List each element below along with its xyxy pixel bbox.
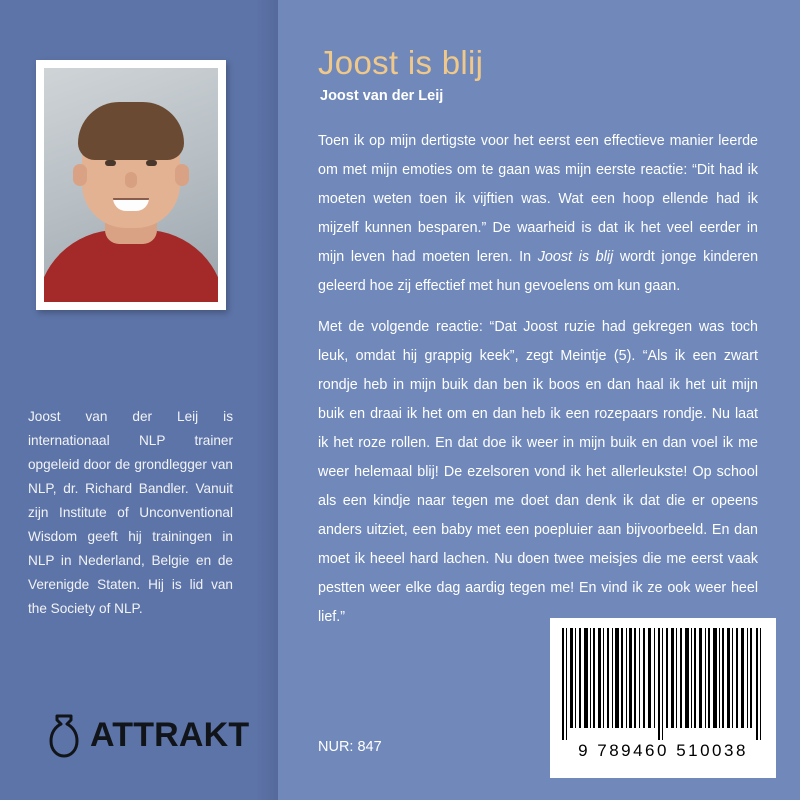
photo-ear-left [73, 164, 87, 186]
barcode [550, 618, 776, 778]
author-photo [44, 68, 218, 302]
photo-eyebrow-right [143, 152, 160, 156]
blurb-paragraph-1 [318, 127, 758, 301]
vase-icon [44, 712, 84, 758]
nur-code: NUR: 847 [318, 739, 382, 755]
publisher-logo [44, 712, 249, 758]
blurb-paragraph-2: Met de volgende reactie: “Dat Joost ruzie had gekregen was toch leuk, omdat hij grappig keek”, zegt Meintje (5). “Als ik een zwart rondje heb in mijn buik dan ben ik boos en dan haal ik het uit mijn buik en draai ik het om en dan heb ik een rozepaars rondje. Nu laat ik het roze rollen. En dat doe ik weer in mijn buik en dan voel ik me weer helemaal blij! De ezelsoren vond ik het allerleukste! Op school als een kindje naar tegen me doet dan denk ik dat die er opeens anders uitziet, een baby met een poepluier aan bijvoorbeeld. En dan moet ik heeel hard lachen. Nu doen twee meisjes die me eerst vaak pestten weer elke dag aardig tegen me! En vind ik ze ook weer heel lief.” [318, 319, 758, 625]
photo-eye-right [146, 160, 157, 166]
isbn-number: 9 789460 510038 [578, 741, 748, 760]
photo-hair [78, 102, 184, 160]
blurb-1-text-a: Toen ik op mijn dertigste voor het eerst een effectieve manier leerde om met mijn emoties om te gaan was mijn eerste reactie: “Dit had ik moeten weten toen ik vijftien was. Wat een hoop ellende had ik mijzelf kunnen besparen.” De waarheid is dat ik het veel eerder in mijn leven had moeten leren. In [318, 133, 758, 265]
photo-nose [125, 172, 137, 188]
blurb-1-text-b: wordt jonge kinderen geleerd hoe zij effectief met hun gevoelens om kun gaan. [318, 249, 759, 294]
photo-ear-right [175, 164, 189, 186]
book-title: Joost is blij [318, 44, 484, 81]
book-author: Joost van der Leij [320, 88, 444, 104]
left-panel [0, 0, 278, 800]
author-photo-frame [36, 60, 226, 310]
author-bio: Joost van der Leij is internationaal NLP trainer opgeleid door de grondlegger van NLP, dr. Richard Bandler. Vanuit zijn Institute of Unconventional Wisdom geeft hij trainingen in NLP in Nederland, Belgie en de Verenigde Staten. Hij is lid van the Society of NLP. [28, 409, 233, 616]
publisher-name: ATTRAKT [90, 715, 250, 754]
barcode-bars [560, 628, 766, 740]
blurb-1-title-mention: Joost is blij [537, 249, 614, 265]
photo-eyebrow-left [102, 152, 119, 156]
right-panel [278, 0, 800, 800]
photo-eye-left [105, 160, 116, 166]
